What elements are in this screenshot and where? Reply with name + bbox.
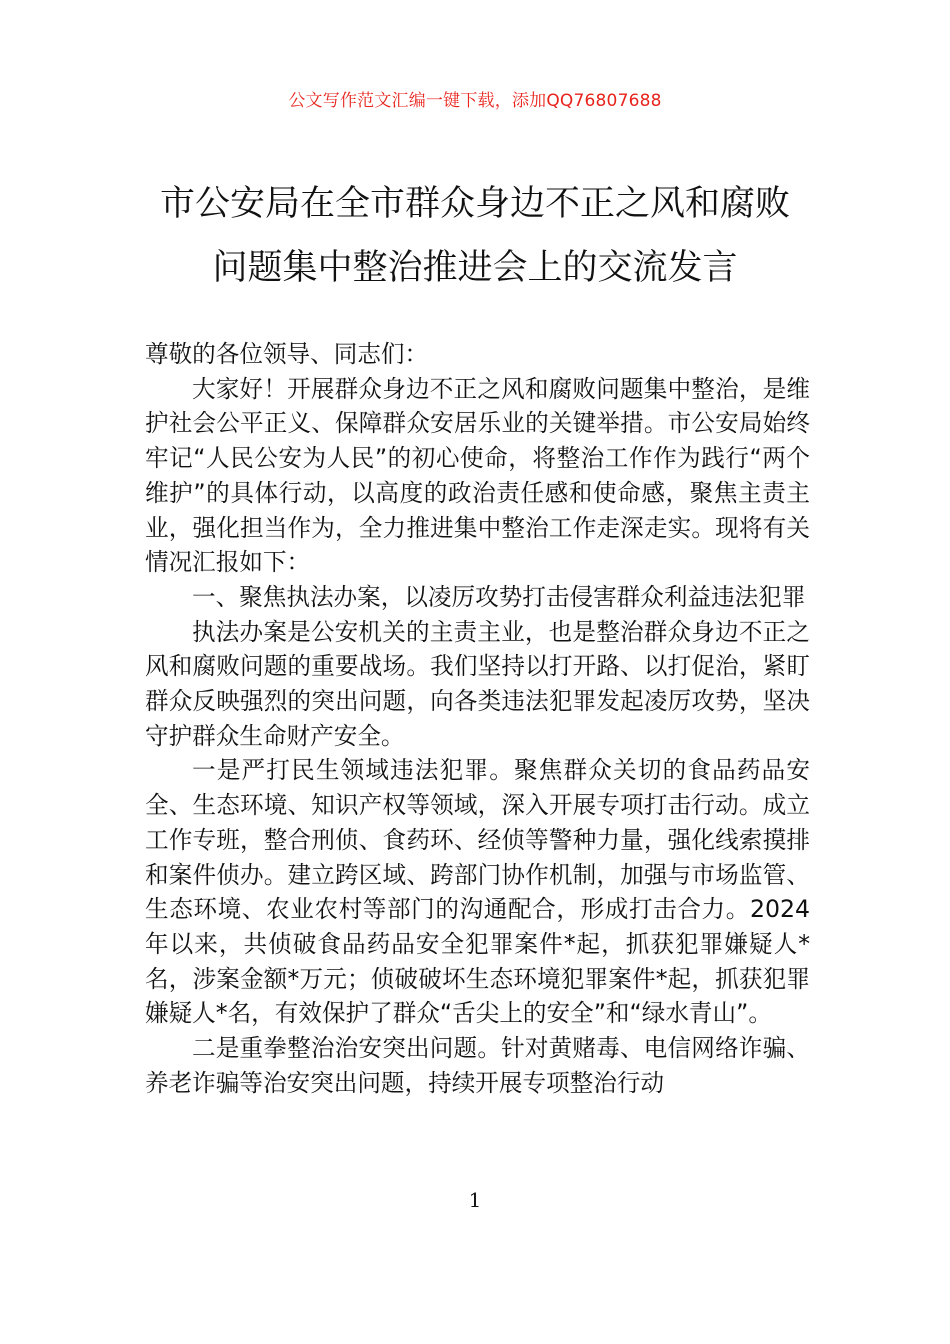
document-title bbox=[100, 172, 850, 300]
paragraph-intro: 大家好！开展群众身边不正之风和腐败问题集中整治，是维护社会公平正义、保障群众安居乐业的关键举措。市公安局始终牢记“人民公安为人民”的初心使命，将整治工作作为践行“两个维护”的具体行动，以高度的政治责任感和使命感，聚焦主责主业，强化担当作为，全力推进集中整治工作走深走实。现将有关情况汇报如下： bbox=[145, 374, 810, 577]
paragraph-point-2: 二是重拳整治治安突出问题。针对黄赌毒、电信网络诈骗、养老诈骗等治安突出问题，持续开展专项整治行动 bbox=[145, 1034, 810, 1097]
title-line-1: 市公安局在全市群众身边不正之风和腐败 bbox=[159, 184, 790, 224]
title-line-2: 问题集中整治推进会上的交流发言 bbox=[212, 248, 738, 288]
section-heading-1: 一、聚焦执法办案，以凌厉攻势打击侵害群众利益违法犯罪 bbox=[192, 582, 806, 611]
download-banner: 公文写作范文汇编一键下载，添加QQ76807688 bbox=[288, 91, 662, 111]
salutation: 尊敬的各位领导、同志们： bbox=[145, 340, 429, 368]
page-number: 1 bbox=[468, 1188, 482, 1212]
document-body bbox=[145, 337, 810, 1100]
paragraph-section-1: 执法办案是公安机关的主责主业，也是整治群众身边不正之风和腐败问题的重要战场。我们坚持以打开路、以打促治，紧盯群众反映强烈的突出问题，向各类违法犯罪发起凌厉攻势，坚决守护群众生命财产安全。 bbox=[145, 617, 810, 750]
paragraph-point-1: 一是严打民生领域违法犯罪。聚焦群众关切的食品药品安全、生态环境、知识产权等领域，深入开展专项打击行动。成立工作专班，整合刑侦、食药环、经侦等警种力量，强化线索摸排和案件侦办。建立跨区域、跨部门协作机制，加强与市场监管、生态环境、农业农村等部门的沟通配合，形成打击合力。2024年以来，共侦破食品药品安全犯罪案件*起，抓获犯罪嫌疑人*名，涉案金额*万元；侦破破坏生态环境犯罪案件*起，抓获犯罪嫌疑人*名，有效保护了群众“舌尖上的安全”和“绿水青山”。 bbox=[145, 756, 810, 1028]
